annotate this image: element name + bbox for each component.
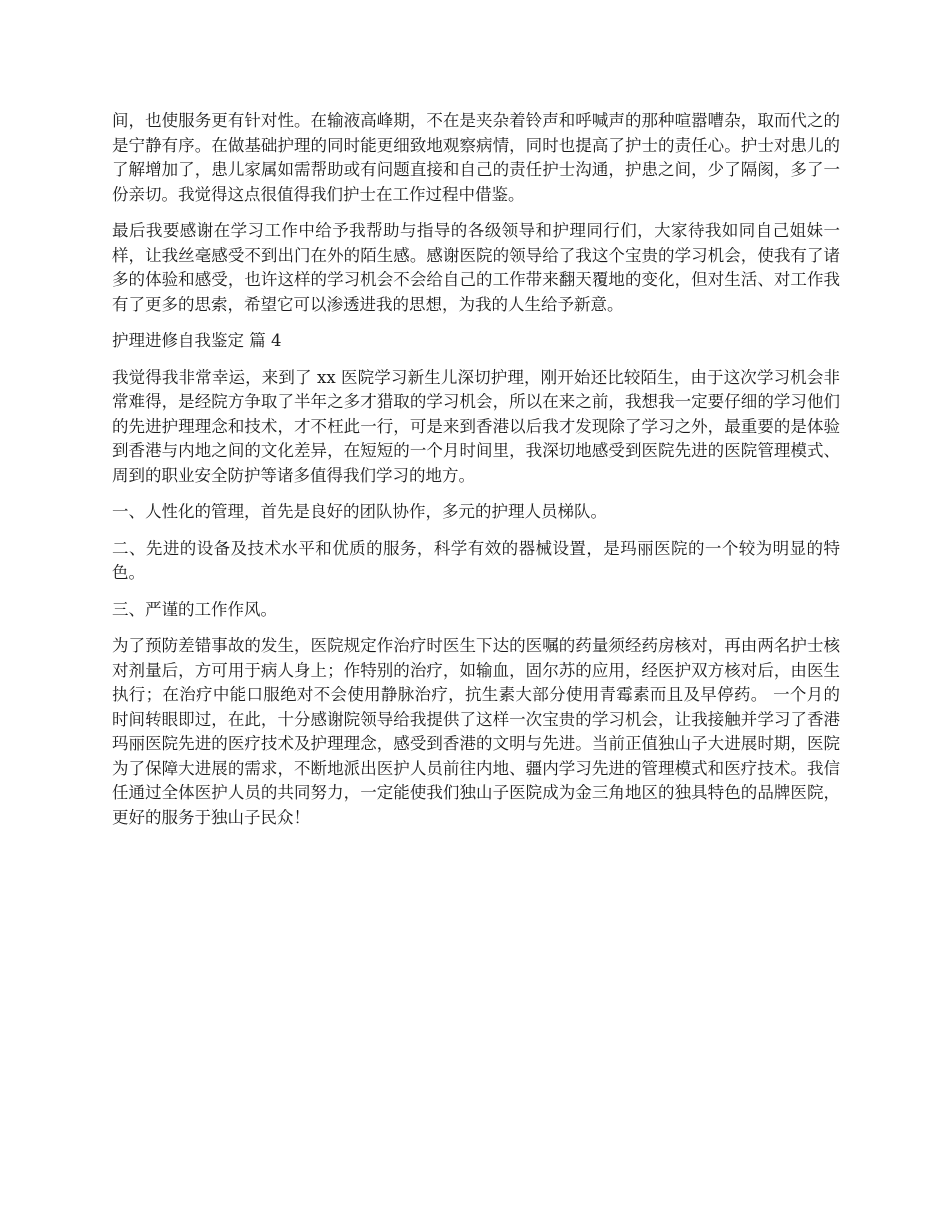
section-heading: 护理进修自我鉴定 篇 4 (112, 331, 282, 350)
paragraph-acknowledgements: 最后我要感谢在学习工作中给予我帮助与指导的各级领导和护理同行们，大家待我如同自己姐妹一样，让我丝毫感受不到出门在外的陌生感。感谢医院的领导给了我这个宝贵的学习机会，使我有了诸多的体验和感受，也许这样的学习机会不会给自己的工作带来翻天覆地的变化，但对生活、对工作我有了更多的思索，希望它可以渗透进我的思想，为我的人生给予新意。 (112, 221, 840, 314)
paragraph-introduction: 我觉得我非常幸运，来到了 xx 医院学习新生儿深切护理，刚开始还比较陌生，由于这次学习机会非常难得，是经院方争取了半年之多才猎取的学习机会，所以在来之前，我想我一定要仔细的学习他们的先进护理理念和技术，才不枉此一行，可是来到香港以后我才发现除了学习之外，最重要的是体验到香港与内地之间的文化差异，在短短的一个月时间里，我深切地感受到医院先进的医院管理模式、周到的职业安全防护等诸多值得我们学习的地方。 (112, 367, 840, 485)
list-item-work-style: 三、严谨的工作作风。 (112, 599, 277, 619)
paragraph-conclusion: 为了预防差错事故的发生，医院规定作治疗时医生下达的医嘱的药量须经药房核对，再由两名护士核对剂量后，方可用于病人身上；作特别的治疗，如输血，固尔苏的应用，经医护双方核对后，由医生执行；在治疗中能口服绝对不会使用静脉治疗，抗生素大部分使用青霉素而且及早停药。 一个月的时间转眼即过，在此，十分感谢院领导给我提供了这样一次宝贵的学习机会，让我接触并学习了香港玛丽医院先进的医疗技术及护理理念，感受到香港的文明与先进。当前正值独山子大进展时期，医院为了保障大进展的需求，不断地派出医护人员前往内地、疆内学习先进的管理模式和医疗技术。我信任通过全体医护人员的共同努力，一定能使我们独山子医院成为金三角地区的独具特色的品牌医院，更好的服务于独山子民众！ (112, 636, 840, 827)
paragraph-service-improvement: 间，也使服务更有针对性。在输液高峰期，不在是夹杂着铃声和呼喊声的那种喧嚣嘈杂，取而代之的是宁静有序。在做基础护理的同时能更细致地观察病情，同时也提高了护士的责任心。护士对患儿的了解增加了，患儿家属如需帮助或有问题直接和自己的责任护士沟通，护患之间，少了隔阂，多了一份亲切。我觉得这点很值得我们护士在工作过程中借鉴。 (112, 111, 840, 204)
list-item-management: 一、人性化的管理，首先是良好的团队协作，多元的护理人员梯队。 (112, 502, 607, 521)
list-item-equipment: 二、先进的设备及技术水平和优质的服务，科学有效的器械设置，是玛丽医院的一个较为明显的特色。 (112, 538, 840, 582)
document-body (112, 109, 840, 842)
